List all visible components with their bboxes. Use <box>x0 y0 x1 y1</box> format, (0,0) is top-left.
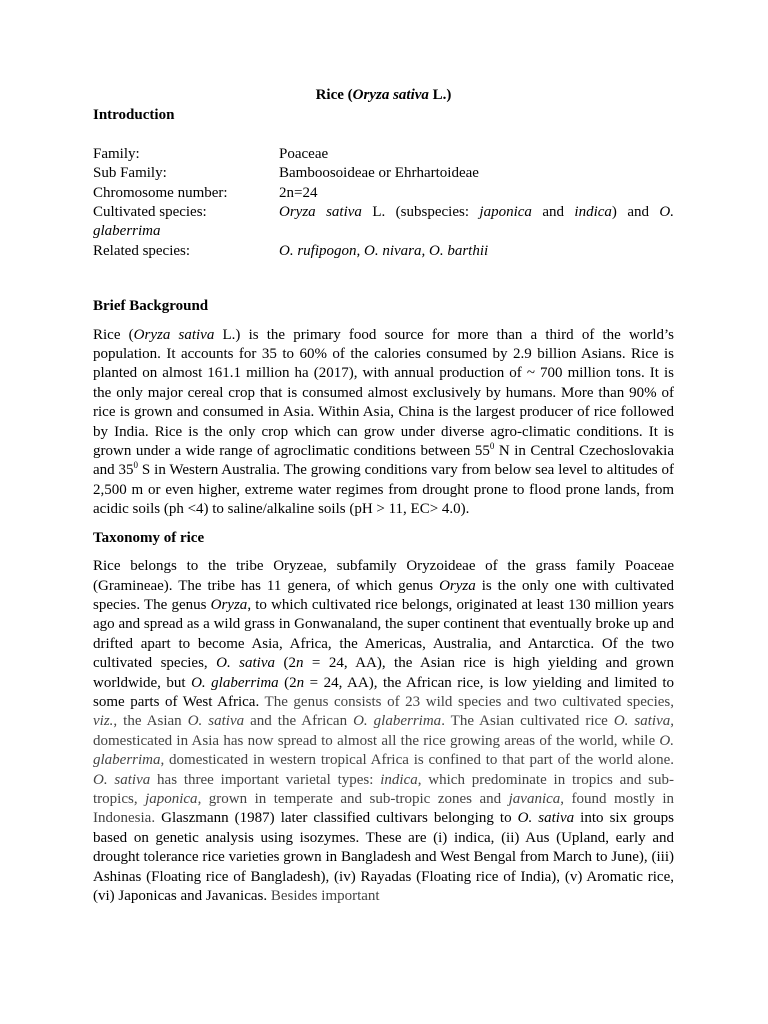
subfamily-row <box>93 164 674 183</box>
taxonomy-heading: Taxonomy of rice <box>93 529 205 546</box>
subfamily-label: Sub Family: <box>93 165 167 182</box>
family-row <box>93 145 674 164</box>
taxonomy-grey-text: The genus consists of 23 wild species and two cultivated species, viz., the Asian O. sativa and the African O. glaberrima. The Asian cultivated rice O. sativa, domesticated in Asia has now spread to almost all the rice growing areas of the world, while O. glaberrima, domesticated in western tropical Africa is confined to that part of the world alone. O. sativa has three important varietal types: indica, which predominate in tropics and sub-tropics, japonica, grown in temperate and sub-tropic zones and javanica, found mostly in Indonesia. <box>93 693 674 827</box>
subfamily-value: Bamboosoideae or Ehrhartoideae <box>279 165 479 182</box>
chromosome-label: Chromosome number: <box>93 184 228 201</box>
classification-block <box>93 145 674 261</box>
document-page <box>93 86 674 906</box>
related-label: Related species: <box>93 242 191 259</box>
related-row <box>93 242 674 261</box>
page-title <box>93 86 674 106</box>
title-text: Rice ( <box>315 87 353 103</box>
family-label: Family: <box>93 145 140 162</box>
cultivated-value-continued: glaberrima <box>93 223 161 240</box>
background-heading: Brief Background <box>93 298 209 315</box>
cultivated-label: Cultivated species: <box>93 204 207 221</box>
cultivated-value: Oryza sativa L. (subspecies: japonica and indica) and O. <box>279 204 674 221</box>
chromosome-value: 2n=24 <box>279 184 318 201</box>
related-value: O. rufipogon, O. nivara, O. barthii <box>279 242 489 259</box>
cultivated-row <box>93 203 674 222</box>
taxonomy-paragraph: Rice belongs to the tribe Oryzeae, subfamily Oryzoideae of the grass family Poaceae (Gramineae). The tribe has 11 genera, of which genus Oryza is the only one with cultivated species. The genus Oryza, to which cultivated rice belongs, originated at least 130 million years ago and spread as a wild grass in Gonwanaland, the super continent that eventually broke up and drifted apart to become Asia, Africa, the Americas, Australia, and Antarctica. Of the two cultivated species, O. sativa (2n = 24, AA), the Asian rice is high yielding and grown worldwide, but O. glaberrima (2n = 24, AA), the African rice, is low yielding and limited to some parts of West Africa. The genus consists of 23 wild species and two cultivated species, viz., the Asian O. sativa and the African O. glaberrima. The Asian cultivated rice O. sativa, domesticated in Asia has now spread to almost all the rice growing areas of the world, while O. glaberrima, domesticated in western tropical Africa is confined to that part of the world alone. O. sativa has three important varietal types: indica, which predominate in tropics and sub-tropics, japonica, grown in temperate and sub-tropic zones and javanica, found mostly in Indonesia. Glaszmann (1987) later classified cultivars belonging to O. sativa into six groups based on genetic analysis using isozymes. These are (i) indica, (ii) Aus (Upland, early and drought tolerance rice varieties grown in Bangladesh and West Bengal from March to June), (iii) Ashinas (Floating rice of Bangladesh), (iv) Rayadas (Floating rice of India), (v) Aromatic rice, (vi) Japonicas and Javanicas. Besides important <box>93 558 674 905</box>
title-text-end: L.) <box>428 87 452 103</box>
family-value: Poaceae <box>279 145 329 162</box>
background-paragraph: Rice (Oryza sativa L.) is the primary food source for more than a third of the world’s population. It accounts for 35 to 60% of the calories consumed by 2.9 billion Asians. Rice is planted on almost 161.1 million ha (2017), with annual production of ~ 700 million tons. It is the only major cereal crop that is consumed almost exclusively by humans. More than 90% of rice is grown and consumed in Asia. Within Asia, China is the largest producer of rice followed by India. Rice is the only crop which can grow under diverse agro-climatic conditions. It is grown under a wide range of agroclimatic conditions between $55^0$ N in Central Czechoslovakia and $35^0$ S in Western Australia. The growing conditions vary from below sea level to altitudes of 2,500 m or even higher, extreme water regimes from drought prone to flood prone lands, from acidic soils (ph <4) to saline/alkaline soils (pH > 11, EC> 4.0). <box>93 326 675 518</box>
introduction-heading: Introduction <box>93 107 175 123</box>
title-species: Oryza sativa <box>352 87 429 103</box>
chromosome-row <box>93 184 674 203</box>
